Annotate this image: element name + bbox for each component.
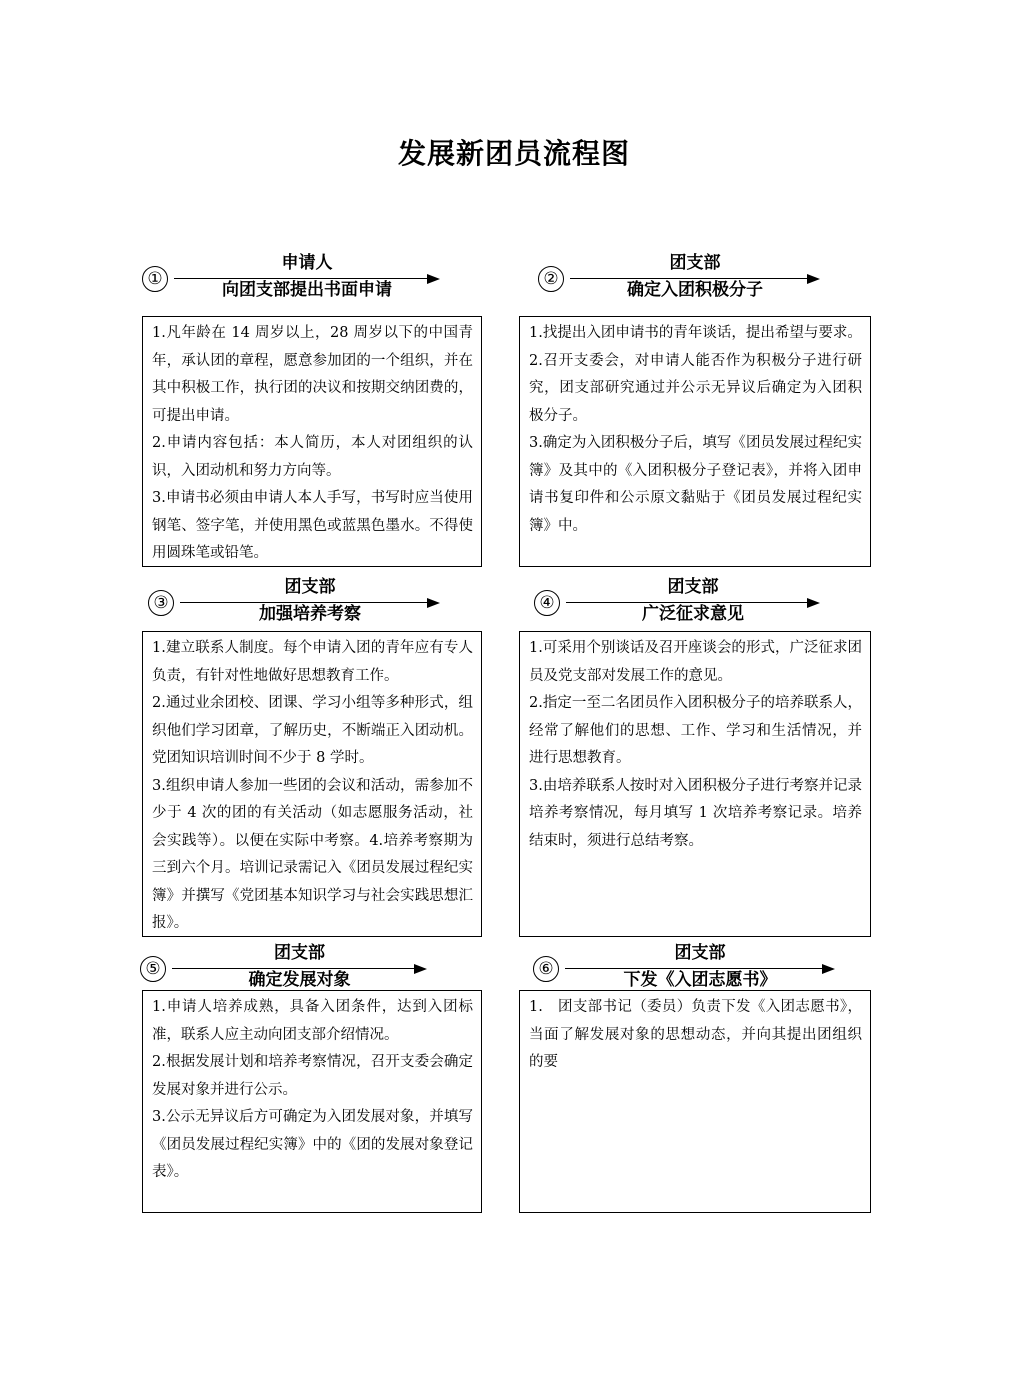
step-6-box: [519, 990, 871, 1213]
step-3-action: 加强培养考察: [259, 604, 361, 624]
step-3-actor: 团支部: [284, 577, 336, 597]
step-1-number: ①: [142, 266, 168, 292]
step-5-number: ⑤: [140, 956, 166, 982]
step-2-action: 确定入团积极分子: [627, 280, 763, 300]
step-3-header: [148, 576, 440, 632]
step-1-header: [142, 252, 440, 308]
step-1-action: 向团支部提出书面申请: [222, 280, 392, 300]
step-4-item-2: 2.指定一至二名团员作入团积极分子的培养联系人，经常了解他们的思想、工作、学习和生活情况，并进行思想教育。: [529, 695, 862, 766]
step-6-action: 下发《入团志愿书》: [623, 970, 777, 990]
step-2-item-2: 2.召开支委会，对申请人能否作为积极分子进行研究，团支部研究通过并公示无异议后确定为入团积极分子。: [529, 352, 862, 424]
step-5-item-1: 1.申请人培养成熟，具备入团条件，达到入团标准，联系人应主动向团支部介绍情况。: [152, 999, 473, 1043]
step-1-actor: 申请人: [281, 253, 333, 273]
step-1-item-2: 2.申请内容包括：本人简历，本人对团组织的认识，入团动机和努力方向等。: [152, 435, 473, 479]
step-2-header: [538, 252, 820, 308]
step-6-number: ⑥: [533, 956, 559, 982]
step-4-box: [519, 631, 871, 937]
step-1-box: [142, 316, 482, 567]
step-4-header: [534, 576, 820, 632]
page-title: 发展新团员流程图: [397, 137, 630, 170]
step-5-item-2: 2.根据发展计划和培养考察情况，召开支委会确定发展对象并进行公示。: [152, 1054, 473, 1098]
step-2-item-3: 3.确定为入团积极分子后，填写《团员发展过程纪实簿》及其中的《入团积极分子登记表》，并将入团申请书复印件和公示原文黏贴于《团员发展过程纪实簿》中。: [529, 435, 862, 534]
step-3-box: [142, 631, 482, 937]
step-2-actor: 团支部: [669, 253, 721, 273]
step-5-box: [142, 990, 482, 1213]
step-4-action: 广泛征求意见: [642, 604, 744, 624]
step-2-item-1: 1.找提出入团申请书的青年谈话，提出希望与要求。: [529, 325, 862, 341]
step-4-item-3: 3.由培养联系人按时对入团积极分子进行考察并记录培养考察情况，每月填写 1 次培养考察记录。培养结束时，须进行总结考察。: [529, 777, 862, 849]
step-5-item-3: 3.公示无异议后方可确定为入团发展对象，并填写《团员发展过程纪实簿》中的《团的发展对象登记表》。: [152, 1109, 473, 1180]
step-3-item-3: 3.组织申请人参加一些团的会议和活动，需参加不少于 4 次的团的有关活动（如志愿服务活动，社会实践等）。以便在实际中考察。4.培养考察期为三到六个月。培训记录需记入《团员发展过程纪实簿》并撰写《党团基本知识学习与社会实践思想汇报》。: [152, 777, 473, 931]
step-1-item-1: 1.凡年龄在 14 周岁以上，28 周岁以下的中国青年，承认团的章程，愿意参加团的一个组织，并在其中积极工作，执行团的决议和按期交纳团费的，可提出申请。: [152, 325, 473, 424]
step-2-box: [519, 316, 871, 567]
step-6-item-1: 1. 团支部书记（委员）负责下发《入团志愿书》，当面了解发展对象的思想动态，并向其提出团组织的要: [529, 999, 862, 1070]
step-2-number: ②: [538, 266, 564, 292]
step-5-action: 确定发展对象: [248, 970, 351, 990]
step-3-item-1: 1.建立联系人制度。每个申请入团的青年应有专人负责，有针对性地做好思想教育工作。: [152, 640, 473, 684]
step-3-item-2: 2.通过业余团校、团课、学习小组等多种形式，组织他们学习团章，了解历史，不断端正入团动机。党团知识培训时间不少于 8 学时。: [152, 695, 473, 766]
step-6-actor: 团支部: [674, 943, 726, 963]
step-3-number: ③: [148, 590, 174, 616]
step-4-number: ④: [534, 590, 560, 616]
step-5-actor: 团支部: [274, 943, 325, 963]
step-1-item-3: 3.申请书必须由申请人本人手写，书写时应当使用钢笔、签字笔，并使用黑色或蓝黑色墨水。不得使用圆珠笔或铅笔。: [152, 490, 473, 561]
step-4-item-1: 1.可采用个别谈话及召开座谈会的形式，广泛征求团员及党支部对发展工作的意见。: [529, 640, 862, 684]
step-4-actor: 团支部: [667, 577, 719, 597]
